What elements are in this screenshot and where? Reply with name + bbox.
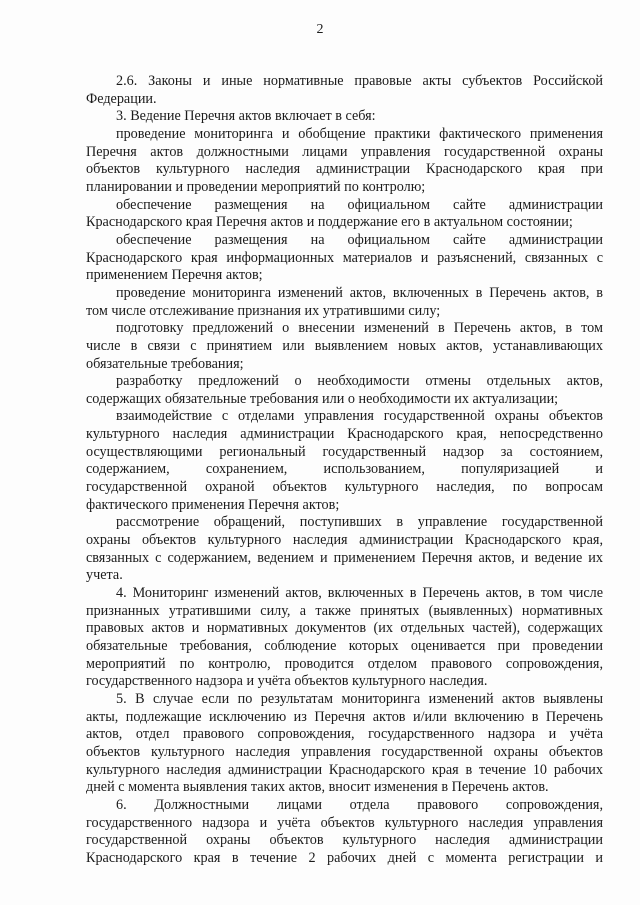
text-line: признанных утратившими силу, а также принятых (выявленных) нормативных [86,602,603,619]
text-line: учета. [86,567,123,584]
text-line: государственного надзора и учёта объектов культурного наследия управления [86,814,603,831]
text-line: объектов культурного наследия управления государственной охраны объектов [86,743,603,760]
text-line: культурного наследия администрации Краснодарского края, непосредственно [86,426,603,443]
text-line: проведение мониторинга и обобщение практики фактического применения [116,125,603,142]
text-line: проведение мониторинга изменений актов, включенных в Перечень актов, в [116,284,603,301]
text-line: фактического применения Перечня актов; [86,496,340,513]
text-line: Перечня актов должностными лицами управления государственной охраны [86,143,603,160]
text-line: обязательные требования; [86,355,244,372]
text-line: планировании и проведении мероприятий по контролю; [86,178,426,195]
text-line: мероприятий по контролю, проводится отделом правового сопровождения, [86,655,603,672]
text-line: Федерации. [86,90,157,107]
text-line: содержанием, сохранением, использованием, популяризацией и [86,461,603,478]
text-line: объектов культурного наследия администрации Краснодарского края при [86,161,603,178]
text-line: подготовку предложений о внесении изменений в Перечень актов, в том [116,320,603,337]
text-line: охраны объектов культурного наследия администрации Краснодарского края, [86,532,603,549]
text-line: обеспечение размещения на официальном сайте администрации [116,196,603,213]
text-line: акты, подлежащие исключению из Перечня актов и/или включению в Перечень [86,708,603,725]
text-line: том числе отслеживание признания их утратившими силу; [86,302,441,319]
page-number: 2 [316,22,324,37]
text-line: дней с момента выявления таких актов, вносит изменения в Перечень актов. [86,779,549,796]
text-line: 4. Мониторинг изменений актов, включенных в Перечень актов, в том числе [116,585,603,602]
text-line: актов, отдел правового сопровождения, государственного надзора и учёта [86,726,603,743]
text-line: обеспечение размещения на официальном сайте администрации [116,231,603,248]
text-line: Краснодарского края в течение 2 рабочих дней с момента регистрации и [86,849,603,866]
text-line: культурного наследия администрации Краснодарского края в течение 10 рабочих [86,761,603,778]
text-line: Краснодарского края информационных материалов и разъяснений, связанных с [86,249,603,266]
text-line: правовых актов и нормативных документов (их отдельных частей), содержащих [86,620,603,637]
text-line: государственного надзора и учёта объектов культурного наследия. [86,673,488,690]
text-line: 3. Ведение Перечня актов включает в себя: [116,108,376,125]
text-line: обязательные требования, соблюдение которых оценивается при проведении [86,638,603,654]
text-line: осуществляющими региональный государственный надзор за состоянием, [86,443,603,460]
text-line: 6. Должностными лицами отдела правового сопровождения, [116,796,603,813]
text-line: рассмотрение обращений, поступивших в управление государственной [116,514,603,531]
text-line: применением Перечня актов; [86,267,263,284]
text-line: содержащих обязательные требования или о необходимости их актуализации; [86,390,559,407]
text-line: числе в связи с принятием или выявлением новых актов, устанавливающих [86,337,603,354]
text-line: разработку предложений о необходимости отмены отдельных актов, [116,373,603,390]
text-line: Краснодарского края Перечня актов и поддержание его в актуальном состоянии; [86,214,573,231]
text-line: связанных с содержанием, ведением и применением Перечня актов, и ведение их [86,549,603,566]
text-line: 2.6. Законы и иные нормативные правовые акты субъектов Российской [116,73,603,89]
text-line: взаимодействие с отделами управления государственной охраны объектов [116,408,603,425]
text-line: 5. В случае если по результатам мониторинга изменений актов выявлены [116,690,603,707]
document-body [86,73,603,868]
text-line: государственной охраны объектов культурного наследия администрации [86,832,603,849]
text-line: государственной охраной объектов культурного наследия, по вопросам [86,479,603,496]
